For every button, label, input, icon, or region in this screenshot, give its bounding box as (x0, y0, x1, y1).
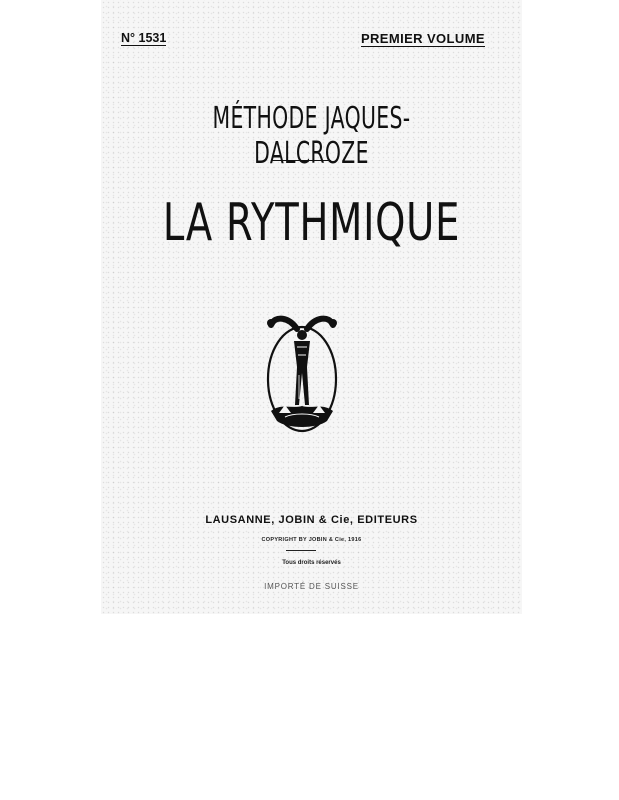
title-divider (271, 160, 331, 161)
method-title: MÉTHODE JAQUES-DALCROZE (212, 101, 411, 171)
import-stamp: IMPORTÉ DE SUISSE (264, 582, 359, 591)
small-divider (286, 550, 316, 551)
cover-page (101, 0, 522, 614)
main-title: LA RYTHMIQUE (162, 193, 461, 253)
figure-raising-arms-emblem-icon (261, 313, 343, 435)
catalog-number: N° 1531 (121, 31, 167, 45)
volume-label: PREMIER VOLUME (360, 31, 485, 46)
publisher-line: LAUSANNE, JOBIN & Cie, EDITEURS (205, 514, 418, 526)
rights-line: Tous droits réservés (282, 560, 341, 566)
copyright-line: COPYRIGHT BY JOBIN & Cie, 1916 (261, 537, 362, 543)
